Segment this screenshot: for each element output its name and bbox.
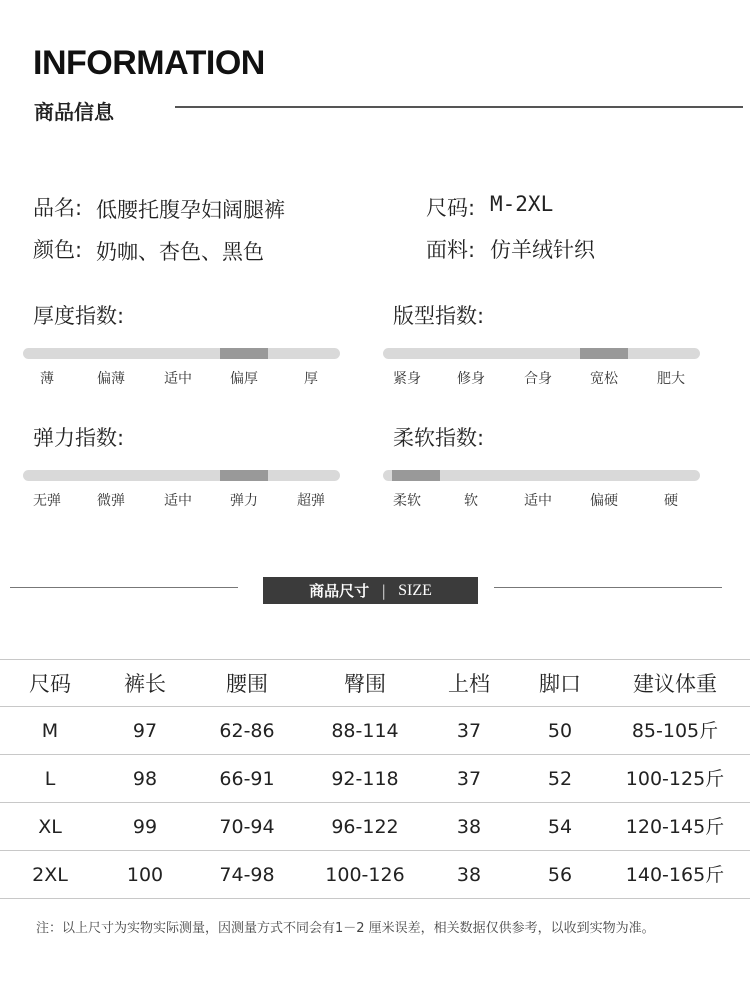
index-scale-label: 适中 (524, 493, 552, 509)
index-scale-label: 肥大 (657, 371, 685, 387)
index-bar-selected (220, 348, 268, 359)
info-size-value: M-2XL (490, 192, 554, 216)
index-scale-label: 软 (464, 493, 478, 509)
table-header-cell: 上档 (448, 672, 490, 696)
table-bottom-border (0, 898, 750, 900)
table-cell: 38 (456, 816, 482, 838)
table-cell: M (41, 720, 59, 742)
table-header-cell: 腰围 (226, 672, 268, 696)
table-header-cell: 尺码 (29, 672, 71, 696)
index-scale-label: 硬 (664, 493, 678, 509)
index-scale-label: 厚 (304, 371, 318, 387)
info-size-label: 尺码: (426, 196, 476, 220)
size-banner-title-en: SIZE (398, 581, 432, 599)
table-cell: 97 (132, 720, 158, 742)
index-scale-label: 适中 (164, 493, 192, 509)
index-bar-track (23, 470, 340, 481)
index-title: 版型指数: (393, 304, 485, 328)
index-title: 厚度指数: (33, 304, 125, 328)
table-row (0, 850, 750, 899)
index-scale-label: 宽松 (590, 371, 618, 387)
table-cell: 50 (547, 720, 573, 742)
table-cell: 37 (456, 720, 482, 742)
index-scale-label: 弹力 (230, 493, 258, 509)
table-cell: 2XL (32, 864, 68, 886)
size-divider-left (10, 587, 238, 588)
table-cell: 70-94 (219, 816, 275, 838)
info-name-label: 品名: (33, 196, 83, 220)
page-title: INFORMATION (33, 44, 265, 82)
table-cell: 62-86 (219, 720, 275, 742)
table-cell: 100-125斤 (625, 768, 725, 790)
table-cell: 74-98 (219, 864, 275, 886)
table-cell: 37 (456, 768, 482, 790)
index-scale-label: 偏薄 (97, 371, 125, 387)
size-banner-title: 商品尺寸 (309, 582, 370, 600)
index-title: 柔软指数: (393, 426, 485, 450)
page-subtitle: 商品信息 (34, 100, 114, 124)
table-header-cell: 臀围 (344, 672, 386, 696)
table-cell: 120-145斤 (625, 816, 725, 838)
index-scale-label: 超弹 (297, 493, 325, 509)
table-cell: XL (38, 816, 62, 838)
index-scale-label: 适中 (164, 371, 192, 387)
table-cell: 38 (456, 864, 482, 886)
table-header-row (0, 659, 750, 708)
table-cell: 88-114 (331, 720, 399, 742)
table-cell: 140-165斤 (625, 864, 725, 886)
info-fabric-label: 面料: (426, 238, 476, 262)
table-cell: 85-105斤 (631, 720, 719, 742)
header-divider (175, 106, 743, 108)
index-scale-label: 微弹 (97, 493, 125, 509)
table-row (0, 754, 750, 803)
index-bar-track (23, 348, 340, 359)
index-scale-label: 合身 (524, 371, 552, 387)
info-name-value: 低腰托腹孕妇阔腿裤 (96, 198, 285, 222)
table-header-cell: 脚口 (539, 672, 581, 696)
table-cell: 92-118 (331, 768, 399, 790)
size-divider-right (494, 587, 722, 588)
index-bar-track (383, 348, 700, 359)
table-cell: 54 (547, 816, 573, 838)
footnote: 注：以上尺寸为实物实际测量，因测量方式不同会有1－2 厘米误差，相关数据仅供参考，以收到实物为准。 (36, 921, 655, 936)
table-cell: 96-122 (331, 816, 399, 838)
info-fabric-value: 仿羊绒针织 (490, 238, 595, 262)
table-cell: L (44, 768, 56, 790)
index-title: 弹力指数: (33, 426, 125, 450)
table-cell: 52 (547, 768, 573, 790)
index-scale-label: 修身 (457, 371, 485, 387)
index-scale-label: 紧身 (393, 371, 421, 387)
size-section-banner (263, 577, 478, 604)
index-bar-selected (580, 348, 628, 359)
index-bar-track (383, 470, 700, 481)
table-row (0, 802, 750, 851)
table-row (0, 706, 750, 755)
table-cell: 66-91 (219, 768, 275, 790)
index-scale-label: 偏硬 (590, 493, 618, 509)
index-scale-label: 柔软 (393, 493, 421, 509)
index-scale-label: 薄 (40, 371, 54, 387)
index-bar-selected (220, 470, 268, 481)
index-scale-label: 无弹 (33, 493, 61, 509)
table-cell: 99 (132, 816, 158, 838)
size-banner-separator: | (381, 581, 387, 600)
table-cell: 56 (547, 864, 573, 886)
table-cell: 100 (126, 864, 164, 886)
index-bar-selected (392, 470, 440, 481)
table-cell: 100-126 (325, 864, 405, 886)
table-cell: 98 (132, 768, 158, 790)
table-header-cell: 建议体重 (633, 672, 717, 696)
index-scale-label: 偏厚 (230, 371, 258, 387)
info-color-value: 奶咖、杏色、黑色 (96, 240, 264, 264)
table-header-cell: 裤长 (124, 672, 166, 696)
info-color-label: 颜色: (33, 238, 83, 262)
